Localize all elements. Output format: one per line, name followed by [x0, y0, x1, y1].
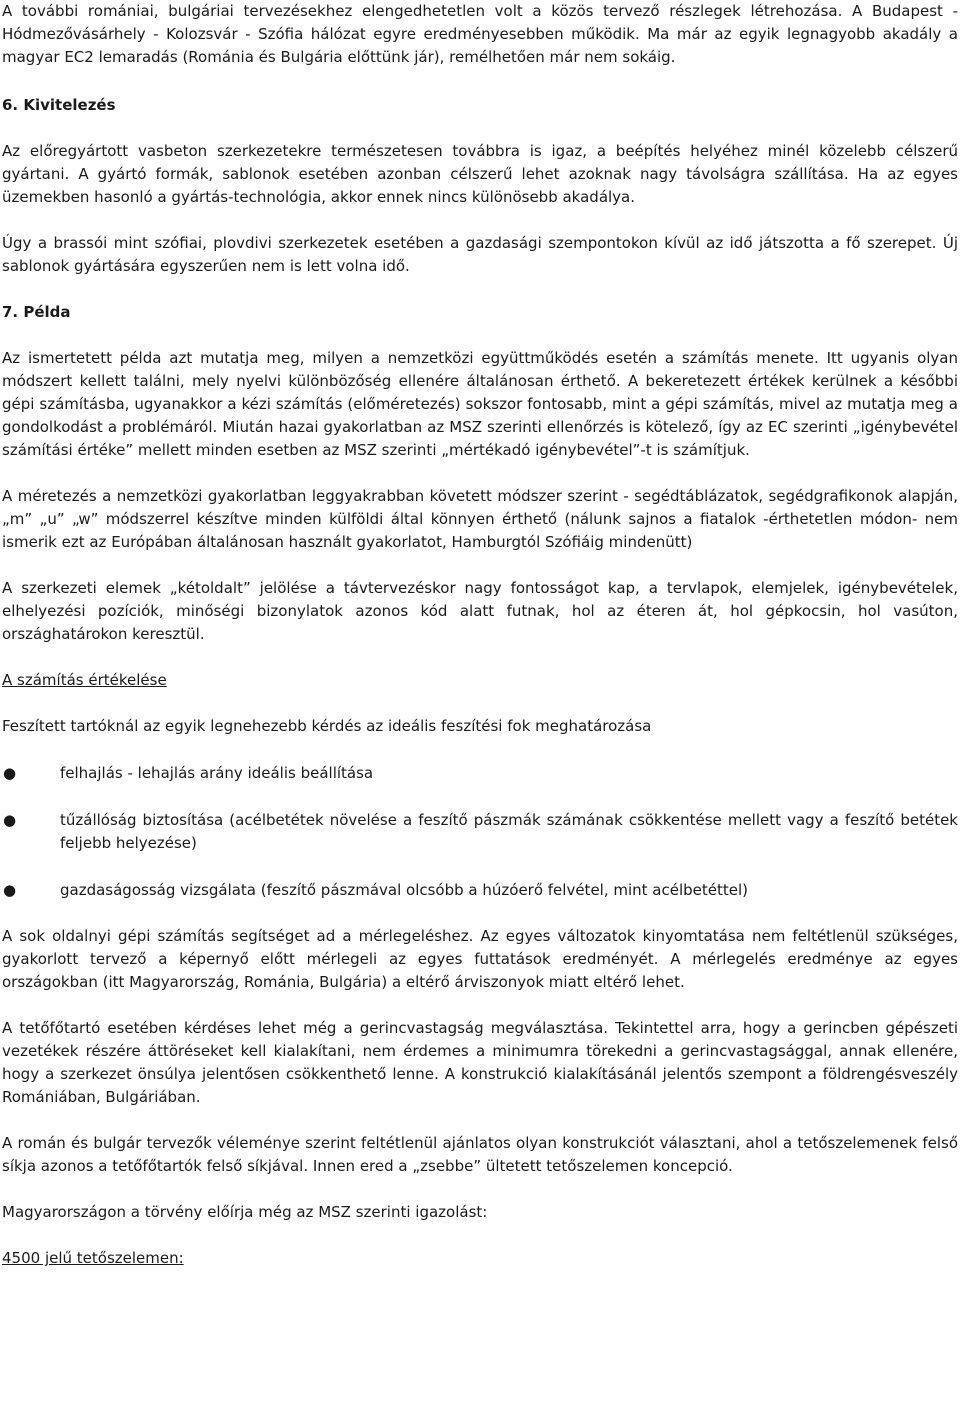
list-item-text: felhajlás - lehajlás arány ideális beállítása: [60, 764, 374, 782]
section-heading-kivitelezes: 6. Kivitelezés: [2, 96, 116, 114]
list-item: [2, 879, 958, 902]
bullet-icon: ●: [3, 881, 17, 899]
bullet-icon: ●: [3, 811, 17, 829]
paragraph-tetofotarto: A tetőfőtartó esetében kérdéses lehet még a gerincvastagság megválasztása. Tekintettel arra, hogy a gerincben gépészeti vezetékek részére áttöréseket kell kialakítani, nem érdemes a minimumra törekedni a gerincvastagsággal, annak ellenére, hogy a szerkezet önsúlya jelentősen csökkenthető lenne. A konstrukció kialakításánál jelentős szempont a földrengésveszély Romániában, Bulgáriában.: [2, 1019, 958, 1106]
paragraph-kivitelezes-2: Úgy a brassói mint szófiai, plovdivi szerkezetek esetében a gazdasági szempontokon kívül az idő játszotta a fő szerepet. Új sablonok gyártására egyszerűen nem is lett volna idő.: [2, 234, 958, 275]
bullet-list: [2, 762, 958, 902]
list-item-text: tűzállóság biztosítása (acélbetétek növelése a feszítő pászmák számának csökkentése mellett vagy a feszítő betétek feljebb helyezése): [60, 811, 958, 852]
paragraph-pelda-2: A méretezés a nemzetközi gyakorlatban leggyakrabban követett módszer szerint - segédtáblázatok, segédgrafikonok alapján, „m” „u” „w” módszerrel készítve minden külföldi által könnyen érthető (nálunk sajnos a fiatalok -érthetetlen módon- nem ismerik ezt az Európában általánosan használt gyakorlatot, Hamburgtól Szófiáig mindenütt): [2, 487, 958, 551]
list-item: [2, 809, 958, 855]
subheading-szamitas-ertekelese: A számítás értékelése: [2, 671, 167, 689]
paragraph-pelda-1: Az ismertetett példa azt mutatja meg, milyen a nemzetközi együttműködés esetén a számítás menete. Itt ugyanis olyan módszert kellett találni, mely nyelvi különbözőség ellenére általánosan érthető. A bekeretezett értékek kerülnek a későbbi gépi számításba, ugyanakkor a kézi számítás (előméretezés) sokszor fontosabb, mint a gépi számítás, mivel az mutatja meg a gondolkodást a problémáról. Miután hazai gyakorlatban az MSZ szerinti ellenőrzés is kötelező, így az EC szerinti „igénybevétel számítási értéke” mellett minden esetben az MSZ szerinti „mértékadó igénybevétel”-t is számítjuk.: [2, 349, 958, 459]
bullet-icon: ●: [3, 764, 17, 782]
subheading-tetoszelemen: 4500 jelű tetőszelemen:: [2, 1249, 184, 1267]
paragraph-msz-igazolas: Magyarországon a törvény előírja még az MSZ szerinti igazolást:: [2, 1203, 488, 1221]
paragraph-pelda-3: A szerkezeti elemek „kétoldalt” jelölése a távtervezéskor nagy fontosságot kap, a tervlapok, elemjelek, igénybevételek, elhelyezési pozíciók, minőségi bizonylatok azonos kód alatt futnak, hol az éteren át, hol gépkocsin, hol vasúton, országhatárokon keresztül.: [2, 579, 958, 643]
paragraph-gepi-szamitas: A sok oldalnyi gépi számítás segítséget ad a mérlegeléshez. Az egyes változatok kinyomtatása nem feltétlenül szükséges, gyakorlott tervező a képernyő előtt mérlegeli az egyes futtatások eredményét. A mérlegelés eredménye az egyes országokban (itt Magyarország, Románia, Bulgária) a eltérő árviszonyok miatt eltérő lehet.: [2, 927, 958, 991]
list-item: [2, 762, 958, 785]
paragraph-feszitett-tartok: Feszített tartóknál az egyik legnehezebb kérdés az ideális feszítési fok meghatározása: [2, 717, 652, 735]
paragraph-tervezok-velemenye: A román és bulgár tervezők véleménye szerint feltétlenül ajánlatos olyan konstrukciót választani, ahol a tetőszelemenek felső síkja azonos a tetőfőtartók felső síkjával. Innen ered a „zsebbe” ültetett tetőszelemen koncepció.: [2, 1134, 958, 1175]
list-item-text: gazdaságosság vizsgálata (feszítő pászmával olcsóbb a húzóerő felvétel, mint acélbetéttel): [60, 881, 749, 899]
paragraph-kivitelezes-1: Az előregyártott vasbeton szerkezetekre természetesen továbbra is igaz, a beépítés helyéhez minél közelebb célszerű gyártani. A gyártó formák, sablonok esetében azonban célszerű lehet azoknak nagy távolságra szállítása. Ha az egyes üzemekben hasonló a gyártás-technológia, akkor ennek nincs különösebb akadálya.: [2, 142, 958, 206]
intro-paragraph: A további romániai, bulgáriai tervezésekhez elengedhetetlen volt a közös tervező részlegek létrehozása. A Budapest - Hódmezővásárhely - Kolozsvár - Szófia hálózat egyre eredményesebben működik. Ma már az egyik legnagyobb akadály a magyar EC2 lemaradás (Románia és Bulgária előttünk jár), remélhetően már nem sokáig.: [2, 2, 958, 66]
section-heading-pelda: 7. Példa: [2, 303, 71, 321]
